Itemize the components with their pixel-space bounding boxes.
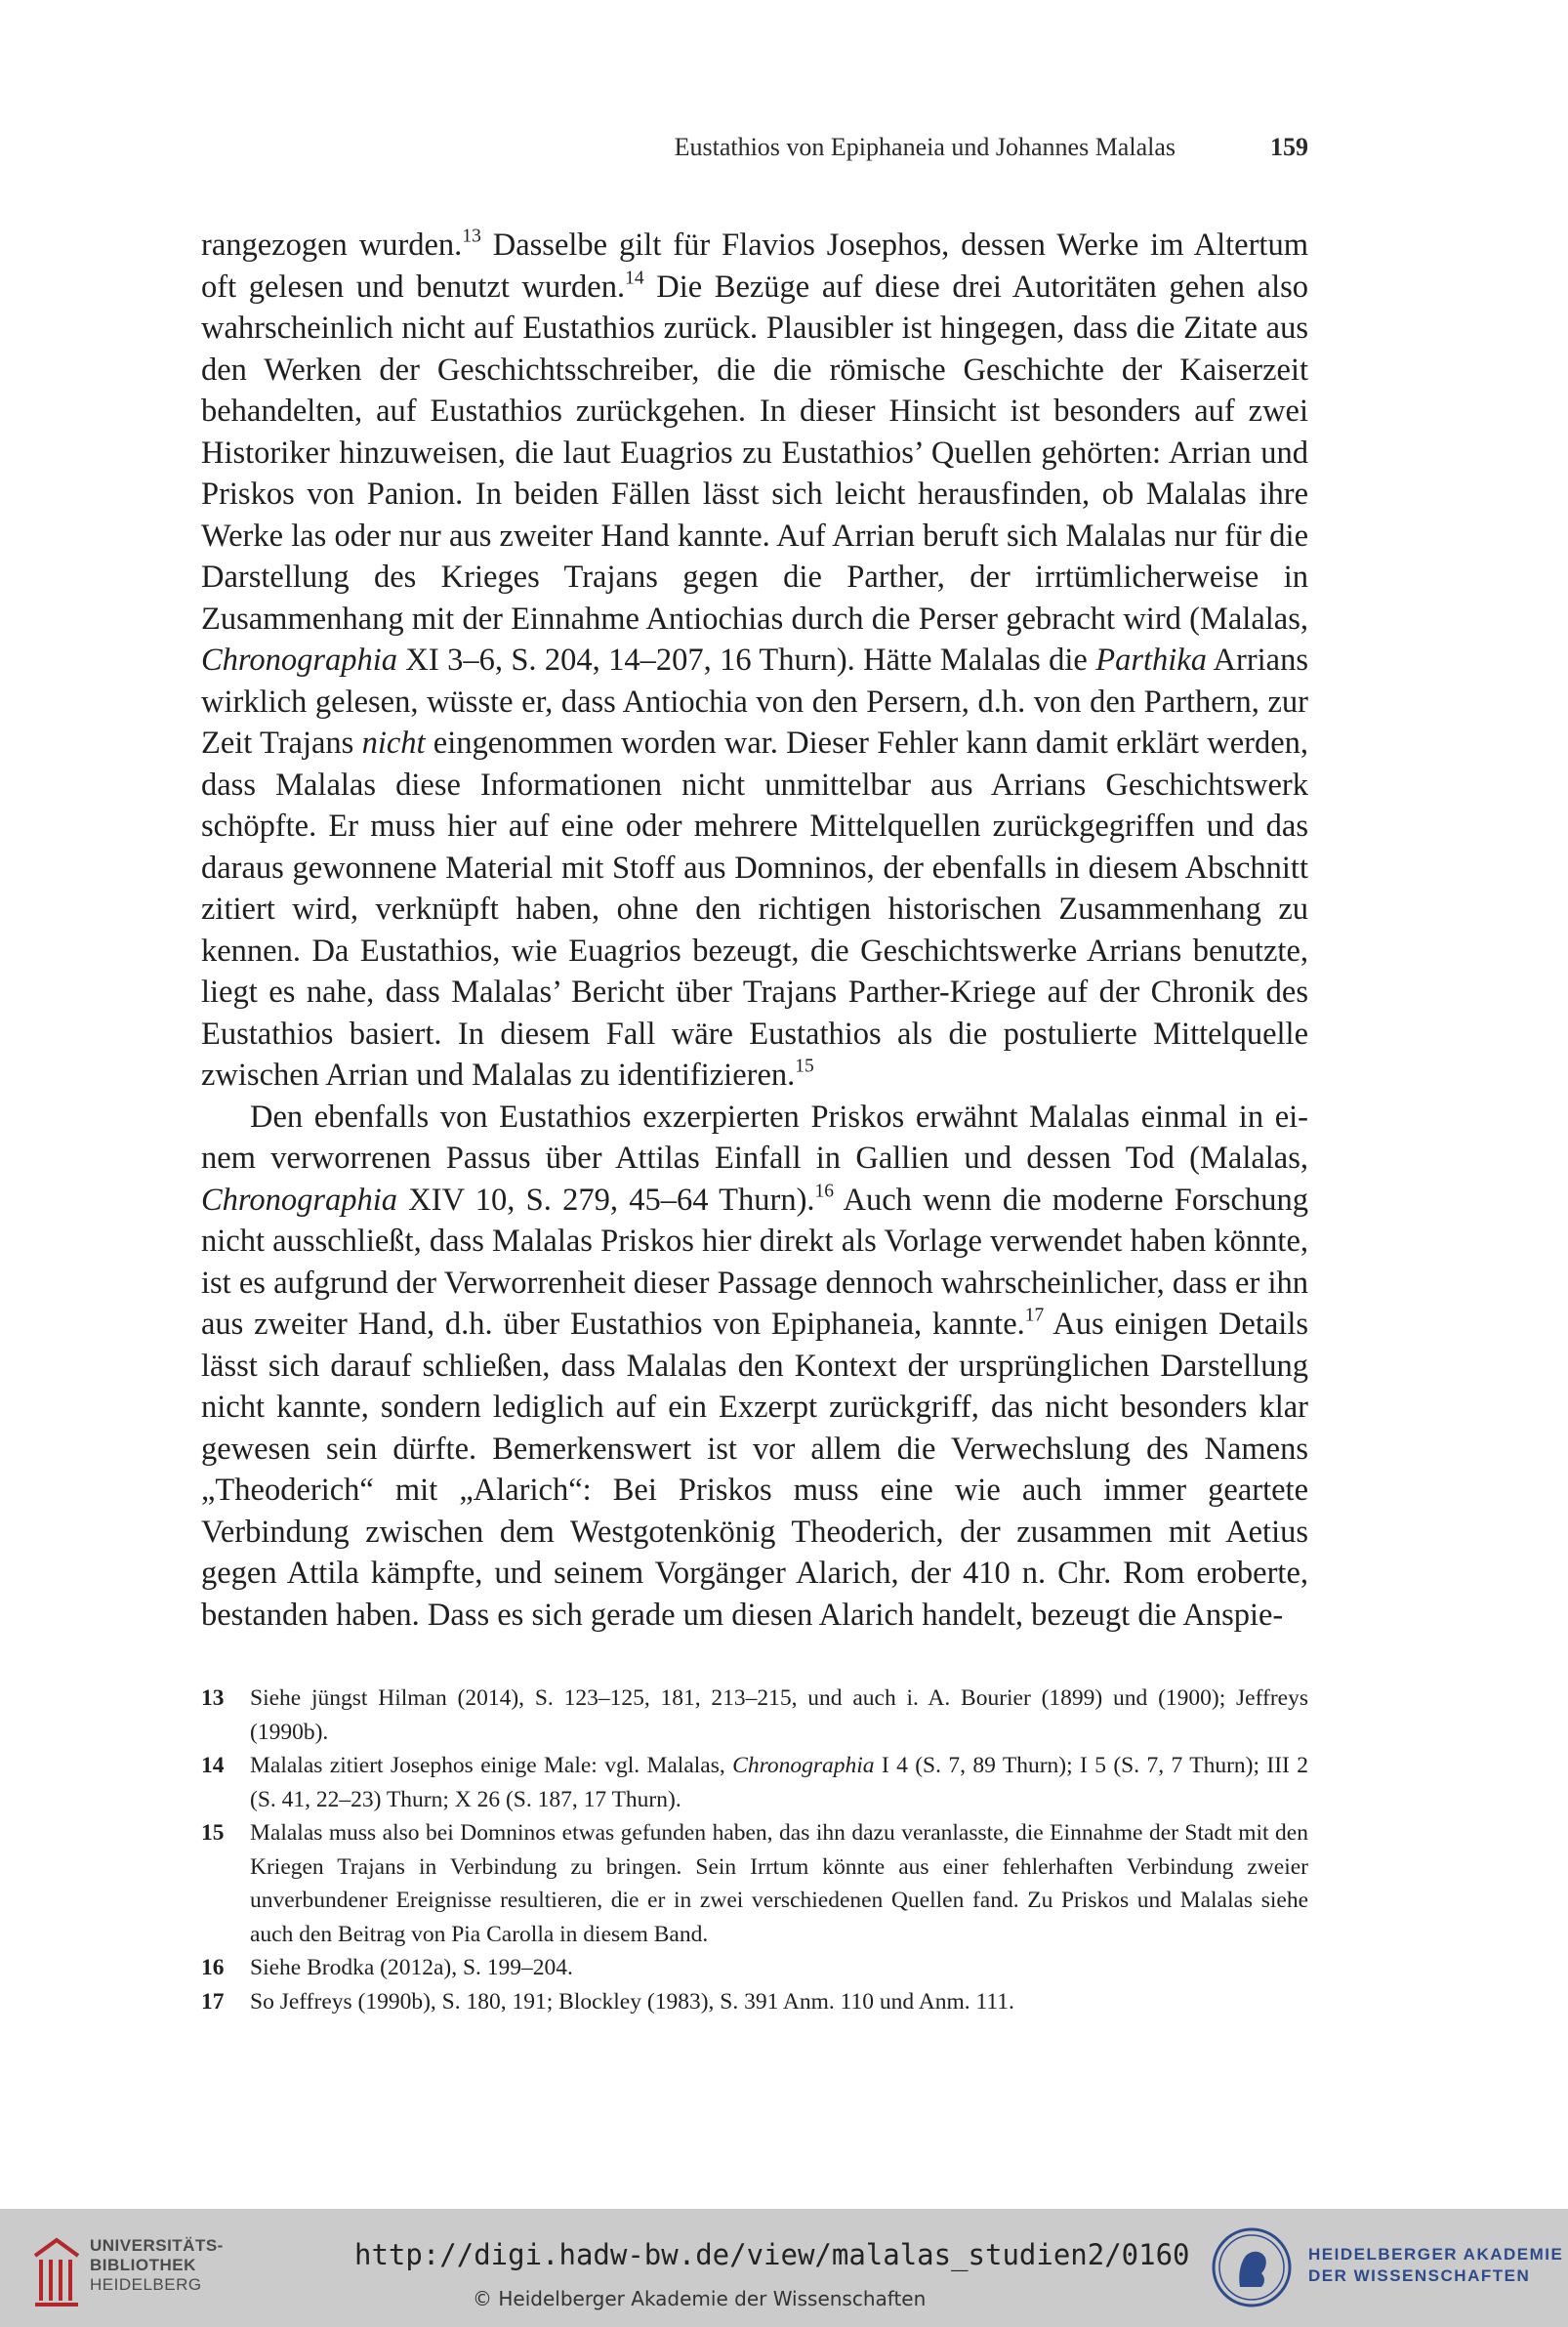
footnote-marker[interactable]: 16 (814, 1180, 835, 1201)
footnote-number: 16 (201, 1955, 225, 1980)
viewer-footer (0, 2209, 1568, 2327)
academy-name-line: DER WISSENSCHAFTEN (1308, 2266, 1531, 2285)
page-number: 159 (1270, 133, 1308, 161)
running-head (201, 133, 1308, 172)
footnote-text: Siehe Brodka (2012a), S. 199–204. (250, 1955, 573, 1980)
footnotes (201, 1682, 1308, 2018)
footnote-text: Malalas zitiert Josephos einige Male: vgl. Malalas, Chronographia I 4 (S. 7, 89 Thurn); I 5 (S. 7, 7 Thurn); III 2 (S. 41, 22–23) Thurn; X 26 (S. 187, 17 Thurn). (250, 1753, 1308, 1812)
footnote-text: Malalas muss also bei Domninos etwas gefunden haben, das ihn dazu veranlasste, die Einnahme der Stadt mit den Kriegen Trajans in Verbindung zu bringen. Sein Irrtum könnte aus einer fehlerhaften Verbindung zweier unverbundener Ereignisse resultieren, die er in zwei verschiedenen Quellen fand. Zu Priskos und Malalas siehe auch den Beitrag von Pia Carolla in diesem Band. (250, 1820, 1308, 1947)
italic-text: Chronographia (732, 1753, 875, 1778)
footnote-marker[interactable]: 15 (795, 1056, 814, 1077)
academy-name-line: HEIDELBERGER AKADEMIE (1308, 2245, 1564, 2264)
main-text (201, 225, 1308, 1636)
footnote-number: 14 (201, 1753, 225, 1778)
library-name-line: BIBLIOTHEK (90, 2256, 196, 2274)
footnote-text: Siehe jüngst Hilman (2014), S. 123–125, 181, 213–215, und auch i. A. Bourier (1899) und (1900); Jeffreys (1990b). (250, 1685, 1308, 1745)
footnote-marker[interactable]: 14 (625, 267, 644, 288)
paragraph: rangezogen wurden.$^{13}$ Dasselbe gilt für Flavios Josephos, dessen Werke im Altertum oft gelesen und benutzt wurden.$^{14}$ Die Bezüge auf diese drei Autoritäten gehen also wahrscheinlich nicht auf Eustathios zurück. Plausibler ist hingegen, dass die Zitate aus den Werken der Geschichtsschreiber, die die römische Geschichte der Kaiserzeit behandelten, auf Eustathios zurückgehen. In dieser Hinsicht ist besonders auf zwei Historiker hinzuweisen, die laut Euagrios zu Eustathios’ Quellen gehörten: Arrian und Priskos von Panion. In beiden Fällen lässt sich leicht herausfinden, ob Malalas ihre Werke las oder nur aus zweiter Hand kannte. Auf Arrian beruft sich Malalas nur für die Darstellung des Krieges Trajans gegen die Parther, der irrtümlicherweise in Zusammenhang mit der Einnahme Antiochias durch die Perser gebracht wird (Malalas, Chronographia XI 3–6, S. 204, 14–207, 16 Thurn). Hätte Malalas die Parthika Arrians wirklich gelesen, wüsste er, dass Antiochia von den Persern, d.h. von den Parthern, zur Zeit Trajans nicht eingenommen worden war. Dieser Fehler kann damit erklärt werden, dass Malalas diese Informationen nicht unmittelbar aus Arrians Geschichtswerk schöpfte. Er muss hier auf eine oder mehrere Mittelquellen zurückgegriffen und das daraus gewonnene Material mit Stoff aus Domninos, der ebenfalls in diesem Abschnitt zitiert wird, verknüpft haben, ohne den richtigen historischen Zusammenhang zu kennen. Da Eustathios, wie Euagrios bezeugt, die Geschichtswerke Arrians benutzte, liegt es nahe, dass Malalas’ Bericht über Trajans Parther-Kriege auf der Chronik des Eustathios basiert. In diesem Fall wäre Eustathios als die postulierte Mittelquelle zwischen Arrian und Malalas zu identifizieren.$^{15}$ (201, 226, 1309, 1093)
italic-text: Chronographia (201, 643, 398, 678)
footnote-number: 13 (201, 1685, 225, 1711)
copyright-notice: © Heidelberger Akademie der Wissenschaften (473, 2287, 927, 2310)
footnote-text: So Jeffreys (1990b), S. 180, 191; Blockley (1983), S. 391 Anm. 110 und Anm. 111. (250, 1988, 1014, 2015)
italic-text: Chronographia (201, 1182, 398, 1218)
footnote-marker[interactable]: 17 (1024, 1305, 1045, 1326)
footnote-marker[interactable]: 13 (462, 226, 481, 247)
ub-heidelberg-logo-icon[interactable] (27, 2226, 86, 2308)
footnote (201, 1985, 1308, 2019)
library-name-line: UNIVERSITÄTS- (90, 2236, 224, 2255)
hadw-seal-icon[interactable] (1211, 2226, 1293, 2308)
footnote (201, 1749, 1308, 1816)
paragraph: Den ebenfalls von Eustathios exzerpierten Priskos erwähnt Malalas einmal in einem verworrenen Passus über Attilas Einfall in Gallien und dessen Tod (Malalas, Chronographia XIV 10, S. 279, 45–64 Thurn).$^{16}$ Auch wenn die moderne Forschung nicht ausschließt, dass Malalas Priskos hier direkt als Vorlage verwendet haben könnte, ist es aufgrund der Verworrenheit dieser Passage dennoch wahrscheinlicher, dass er ihn aus zweiter Hand, d.h. über Eustathios von Epiphaneia, kannte.$^{17}$ Aus einigen Details lässt sich darauf schließen, dass Malalas den Kontext der ursprünglichen Darstellung nicht kannte, sondern lediglich auf ein Exzerpt zurückgriff, das nicht besonders klar gewesen sein dürfte. Bemerkenswert ist vor allem die Verwechslung des Namens „Theoderich“ mit „Alarich“: Bei Priskos muss eine wie auch immer geartete Verbindung zwischen dem Westgotenkönig Theoderich, der zusammen mit Aetius gegen Attila kämpfte, und seinem Vorgänger Alarich, der 410 n. Chr. Rom eroberte, bestanden haben. Dass es sich gerade um diesen Alarich handelt, bezeugt die Anspie- (201, 1099, 1308, 1633)
footnote-number: 15 (201, 1820, 225, 1846)
footnote (201, 1816, 1308, 1951)
permalink-url[interactable]: http://digi.hadw-bw.de/view/malalas_studien2/0160 (354, 2238, 1190, 2271)
footnote-number: 17 (201, 1988, 225, 2015)
running-head-title: Eustathios von Epiphaneia und Johannes Malalas (674, 133, 1176, 161)
italic-text: Parthika (1095, 643, 1207, 678)
italic-text: nicht (361, 726, 426, 761)
footnote (201, 1682, 1308, 1749)
library-name-line: HEIDELBERG (90, 2275, 202, 2294)
library-name (90, 2236, 224, 2295)
academy-name (1308, 2244, 1563, 2287)
footnote (201, 1951, 1308, 1985)
